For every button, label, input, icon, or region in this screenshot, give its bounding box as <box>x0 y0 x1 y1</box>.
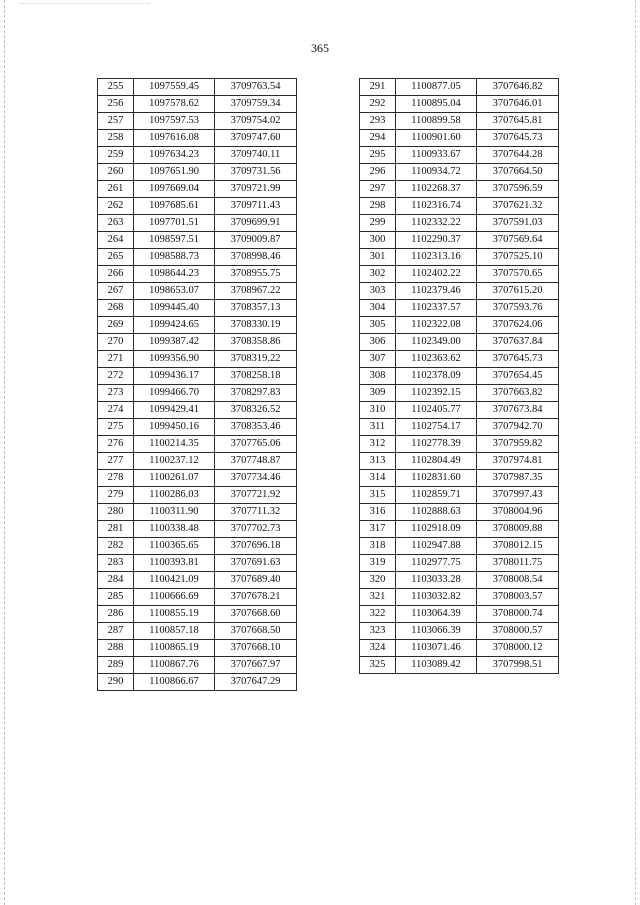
y-coordinate-cell: 3707621.32 <box>477 198 559 215</box>
table-row <box>360 538 559 555</box>
table-row <box>360 79 559 96</box>
x-coordinate-cell: 1102947.88 <box>396 538 477 555</box>
y-coordinate-cell: 3709763.54 <box>215 79 297 96</box>
y-coordinate-cell: 3708319.22 <box>215 351 297 368</box>
table-row <box>98 436 297 453</box>
y-coordinate-cell: 3707637.84 <box>477 334 559 351</box>
point-number-cell: 283 <box>98 555 134 572</box>
table-row <box>360 164 559 181</box>
point-number-cell: 286 <box>98 606 134 623</box>
point-number-cell: 258 <box>98 130 134 147</box>
x-coordinate-cell: 1100237.12 <box>134 453 215 470</box>
point-number-cell: 290 <box>98 674 134 691</box>
y-coordinate-cell: 3709740.11 <box>215 147 297 164</box>
y-coordinate-cell: 3707624.06 <box>477 317 559 334</box>
y-coordinate-cell: 3709721.99 <box>215 181 297 198</box>
table-row <box>360 198 559 215</box>
point-number-cell: 311 <box>360 419 396 436</box>
scan-edge-right <box>635 0 636 905</box>
y-coordinate-cell: 3707593.76 <box>477 300 559 317</box>
y-coordinate-cell: 3707647.29 <box>215 674 297 691</box>
table-row <box>98 572 297 589</box>
x-coordinate-cell: 1103064.39 <box>396 606 477 623</box>
point-number-cell: 324 <box>360 640 396 657</box>
y-coordinate-cell: 3707591.03 <box>477 215 559 232</box>
y-coordinate-cell: 3708012.15 <box>477 538 559 555</box>
x-coordinate-cell: 1102313.16 <box>396 249 477 266</box>
y-coordinate-cell: 3708330.19 <box>215 317 297 334</box>
coordinates-table-left <box>97 78 297 691</box>
point-number-cell: 307 <box>360 351 396 368</box>
point-number-cell: 261 <box>98 181 134 198</box>
table-row <box>98 334 297 351</box>
x-coordinate-cell: 1102888.63 <box>396 504 477 521</box>
x-coordinate-cell: 1100866.67 <box>134 674 215 691</box>
point-number-cell: 288 <box>98 640 134 657</box>
y-coordinate-cell: 3707691.63 <box>215 555 297 572</box>
y-coordinate-cell: 3708358.86 <box>215 334 297 351</box>
table-row <box>360 589 559 606</box>
y-coordinate-cell: 3709759.34 <box>215 96 297 113</box>
table-row <box>98 300 297 317</box>
point-number-cell: 289 <box>98 657 134 674</box>
y-coordinate-cell: 3708004.96 <box>477 504 559 521</box>
table-row <box>98 657 297 674</box>
point-number-cell: 310 <box>360 402 396 419</box>
y-coordinate-cell: 3708009.88 <box>477 521 559 538</box>
x-coordinate-cell: 1102778.39 <box>396 436 477 453</box>
point-number-cell: 301 <box>360 249 396 266</box>
x-coordinate-cell: 1098644.23 <box>134 266 215 283</box>
y-coordinate-cell: 3707974.81 <box>477 453 559 470</box>
x-coordinate-cell: 1099466.70 <box>134 385 215 402</box>
table-row <box>360 181 559 198</box>
point-number-cell: 323 <box>360 623 396 640</box>
point-number-cell: 318 <box>360 538 396 555</box>
x-coordinate-cell: 1102290.37 <box>396 232 477 249</box>
x-coordinate-cell: 1102804.49 <box>396 453 477 470</box>
y-coordinate-cell: 3707645.73 <box>477 130 559 147</box>
table-row <box>360 419 559 436</box>
point-number-cell: 292 <box>360 96 396 113</box>
x-coordinate-cell: 1102337.57 <box>396 300 477 317</box>
table-row <box>98 368 297 385</box>
table-row <box>360 130 559 147</box>
point-number-cell: 309 <box>360 385 396 402</box>
y-coordinate-cell: 3707668.50 <box>215 623 297 640</box>
coordinates-table-right-body <box>360 79 559 674</box>
x-coordinate-cell: 1098597.51 <box>134 232 215 249</box>
point-number-cell: 304 <box>360 300 396 317</box>
x-coordinate-cell: 1100855.19 <box>134 606 215 623</box>
x-coordinate-cell: 1100901.60 <box>396 130 477 147</box>
y-coordinate-cell: 3707998.51 <box>477 657 559 674</box>
x-coordinate-cell: 1102402.22 <box>396 266 477 283</box>
x-coordinate-cell: 1100214.35 <box>134 436 215 453</box>
table-row <box>98 606 297 623</box>
y-coordinate-cell: 3709699.91 <box>215 215 297 232</box>
y-coordinate-cell: 3709009.87 <box>215 232 297 249</box>
table-row <box>98 283 297 300</box>
point-number-cell: 325 <box>360 657 396 674</box>
y-coordinate-cell: 3707569.64 <box>477 232 559 249</box>
point-number-cell: 274 <box>98 402 134 419</box>
table-row <box>98 130 297 147</box>
point-number-cell: 317 <box>360 521 396 538</box>
point-number-cell: 271 <box>98 351 134 368</box>
point-number-cell: 313 <box>360 453 396 470</box>
point-number-cell: 270 <box>98 334 134 351</box>
x-coordinate-cell: 1102322.08 <box>396 317 477 334</box>
point-number-cell: 291 <box>360 79 396 96</box>
table-row <box>98 181 297 198</box>
x-coordinate-cell: 1103071.46 <box>396 640 477 657</box>
x-coordinate-cell: 1097616.08 <box>134 130 215 147</box>
x-coordinate-cell: 1099436.17 <box>134 368 215 385</box>
y-coordinate-cell: 3707645.81 <box>477 113 559 130</box>
y-coordinate-cell: 3707748.87 <box>215 453 297 470</box>
x-coordinate-cell: 1102918.09 <box>396 521 477 538</box>
x-coordinate-cell: 1102268.37 <box>396 181 477 198</box>
y-coordinate-cell: 3707696.18 <box>215 538 297 555</box>
point-number-cell: 269 <box>98 317 134 334</box>
point-number-cell: 293 <box>360 113 396 130</box>
table-row <box>98 674 297 691</box>
point-number-cell: 299 <box>360 215 396 232</box>
table-row <box>98 640 297 657</box>
point-number-cell: 268 <box>98 300 134 317</box>
y-coordinate-cell: 3708353.46 <box>215 419 297 436</box>
y-coordinate-cell: 3707646.01 <box>477 96 559 113</box>
x-coordinate-cell: 1100934.72 <box>396 164 477 181</box>
table-row <box>360 368 559 385</box>
table-row <box>360 402 559 419</box>
y-coordinate-cell: 3707525.10 <box>477 249 559 266</box>
table-row <box>360 504 559 521</box>
y-coordinate-cell: 3707668.10 <box>215 640 297 657</box>
x-coordinate-cell: 1103032.82 <box>396 589 477 606</box>
y-coordinate-cell: 3708008.54 <box>477 572 559 589</box>
x-coordinate-cell: 1100877.05 <box>396 79 477 96</box>
point-number-cell: 294 <box>360 130 396 147</box>
x-coordinate-cell: 1098653.07 <box>134 283 215 300</box>
x-coordinate-cell: 1097597.53 <box>134 113 215 130</box>
point-number-cell: 316 <box>360 504 396 521</box>
y-coordinate-cell: 3708003.57 <box>477 589 559 606</box>
x-coordinate-cell: 1099387.42 <box>134 334 215 351</box>
point-number-cell: 308 <box>360 368 396 385</box>
x-coordinate-cell: 1100933.67 <box>396 147 477 164</box>
point-number-cell: 303 <box>360 283 396 300</box>
y-coordinate-cell: 3707667.97 <box>215 657 297 674</box>
x-coordinate-cell: 1102349.00 <box>396 334 477 351</box>
table-row <box>360 385 559 402</box>
point-number-cell: 276 <box>98 436 134 453</box>
y-coordinate-cell: 3707644.28 <box>477 147 559 164</box>
table-row <box>98 317 297 334</box>
table-row <box>98 487 297 504</box>
table-row <box>98 164 297 181</box>
y-coordinate-cell: 3709711.43 <box>215 198 297 215</box>
table-row <box>360 113 559 130</box>
point-number-cell: 259 <box>98 147 134 164</box>
table-row <box>360 606 559 623</box>
y-coordinate-cell: 3707570.65 <box>477 266 559 283</box>
y-coordinate-cell: 3708011.75 <box>477 555 559 572</box>
y-coordinate-cell: 3707959.82 <box>477 436 559 453</box>
x-coordinate-cell: 1097578.62 <box>134 96 215 113</box>
point-number-cell: 306 <box>360 334 396 351</box>
y-coordinate-cell: 3708000.57 <box>477 623 559 640</box>
table-row <box>98 555 297 572</box>
y-coordinate-cell: 3707668.60 <box>215 606 297 623</box>
x-coordinate-cell: 1102363.62 <box>396 351 477 368</box>
y-coordinate-cell: 3708000.74 <box>477 606 559 623</box>
table-row <box>98 96 297 113</box>
x-coordinate-cell: 1100286.03 <box>134 487 215 504</box>
y-coordinate-cell: 3708357.13 <box>215 300 297 317</box>
x-coordinate-cell: 1102332.22 <box>396 215 477 232</box>
point-number-cell: 302 <box>360 266 396 283</box>
point-number-cell: 256 <box>98 96 134 113</box>
y-coordinate-cell: 3708000.12 <box>477 640 559 657</box>
table-row <box>98 215 297 232</box>
table-row <box>360 266 559 283</box>
y-coordinate-cell: 3707997.43 <box>477 487 559 504</box>
point-number-cell: 267 <box>98 283 134 300</box>
table-row <box>360 283 559 300</box>
x-coordinate-cell: 1102378.09 <box>396 368 477 385</box>
point-number-cell: 312 <box>360 436 396 453</box>
x-coordinate-cell: 1102405.77 <box>396 402 477 419</box>
y-coordinate-cell: 3709754.02 <box>215 113 297 130</box>
point-number-cell: 296 <box>360 164 396 181</box>
x-coordinate-cell: 1103033.28 <box>396 572 477 589</box>
y-coordinate-cell: 3707702.73 <box>215 521 297 538</box>
table-row <box>360 623 559 640</box>
scan-edge-top <box>20 3 150 4</box>
point-number-cell: 266 <box>98 266 134 283</box>
x-coordinate-cell: 1099450.16 <box>134 419 215 436</box>
y-coordinate-cell: 3707942.70 <box>477 419 559 436</box>
table-row <box>360 436 559 453</box>
coordinates-table-right <box>359 78 559 674</box>
y-coordinate-cell: 3708297.83 <box>215 385 297 402</box>
x-coordinate-cell: 1100261.07 <box>134 470 215 487</box>
point-number-cell: 295 <box>360 147 396 164</box>
y-coordinate-cell: 3707596.59 <box>477 181 559 198</box>
x-coordinate-cell: 1102392.15 <box>396 385 477 402</box>
y-coordinate-cell: 3707654.45 <box>477 368 559 385</box>
table-row <box>360 453 559 470</box>
point-number-cell: 275 <box>98 419 134 436</box>
x-coordinate-cell: 1102977.75 <box>396 555 477 572</box>
x-coordinate-cell: 1102831.60 <box>396 470 477 487</box>
y-coordinate-cell: 3707765.06 <box>215 436 297 453</box>
point-number-cell: 280 <box>98 504 134 521</box>
table-row <box>360 317 559 334</box>
point-number-cell: 297 <box>360 181 396 198</box>
point-number-cell: 281 <box>98 521 134 538</box>
x-coordinate-cell: 1099356.90 <box>134 351 215 368</box>
table-row <box>360 521 559 538</box>
x-coordinate-cell: 1100365.65 <box>134 538 215 555</box>
x-coordinate-cell: 1100393.81 <box>134 555 215 572</box>
x-coordinate-cell: 1102754.17 <box>396 419 477 436</box>
x-coordinate-cell: 1100421.09 <box>134 572 215 589</box>
x-coordinate-cell: 1102859.71 <box>396 487 477 504</box>
point-number-cell: 298 <box>360 198 396 215</box>
point-number-cell: 285 <box>98 589 134 606</box>
y-coordinate-cell: 3709731.56 <box>215 164 297 181</box>
y-coordinate-cell: 3707615.20 <box>477 283 559 300</box>
x-coordinate-cell: 1099424.65 <box>134 317 215 334</box>
y-coordinate-cell: 3707689.40 <box>215 572 297 589</box>
x-coordinate-cell: 1103089.42 <box>396 657 477 674</box>
table-row <box>360 232 559 249</box>
x-coordinate-cell: 1100666.69 <box>134 589 215 606</box>
x-coordinate-cell: 1097669.04 <box>134 181 215 198</box>
x-coordinate-cell: 1100857.18 <box>134 623 215 640</box>
table-row <box>98 521 297 538</box>
point-number-cell: 262 <box>98 198 134 215</box>
y-coordinate-cell: 3708258.18 <box>215 368 297 385</box>
table-row <box>360 249 559 266</box>
table-row <box>360 334 559 351</box>
point-number-cell: 321 <box>360 589 396 606</box>
table-row <box>98 623 297 640</box>
x-coordinate-cell: 1098588.73 <box>134 249 215 266</box>
y-coordinate-cell: 3707664.50 <box>477 164 559 181</box>
table-row <box>98 504 297 521</box>
y-coordinate-cell: 3707663.82 <box>477 385 559 402</box>
point-number-cell: 284 <box>98 572 134 589</box>
table-row <box>98 419 297 436</box>
point-number-cell: 265 <box>98 249 134 266</box>
y-coordinate-cell: 3709747.60 <box>215 130 297 147</box>
table-row <box>98 113 297 130</box>
y-coordinate-cell: 3708326.52 <box>215 402 297 419</box>
y-coordinate-cell: 3707711.32 <box>215 504 297 521</box>
table-row <box>360 572 559 589</box>
table-row <box>98 249 297 266</box>
table-row <box>360 657 559 674</box>
table-row <box>98 538 297 555</box>
table-row <box>98 470 297 487</box>
y-coordinate-cell: 3707673.84 <box>477 402 559 419</box>
table-row <box>360 487 559 504</box>
point-number-cell: 287 <box>98 623 134 640</box>
point-number-cell: 273 <box>98 385 134 402</box>
point-number-cell: 264 <box>98 232 134 249</box>
table-row <box>98 79 297 96</box>
table-row <box>98 402 297 419</box>
y-coordinate-cell: 3707678.21 <box>215 589 297 606</box>
page-number: 365 <box>311 41 329 55</box>
coordinates-table-left-body <box>98 79 297 691</box>
point-number-cell: 282 <box>98 538 134 555</box>
point-number-cell: 300 <box>360 232 396 249</box>
table-row <box>98 266 297 283</box>
point-number-cell: 320 <box>360 572 396 589</box>
y-coordinate-cell: 3707645.73 <box>477 351 559 368</box>
table-row <box>360 215 559 232</box>
scan-edge-left <box>4 0 5 905</box>
table-row <box>98 453 297 470</box>
x-coordinate-cell: 1097559.45 <box>134 79 215 96</box>
x-coordinate-cell: 1099445.40 <box>134 300 215 317</box>
table-row <box>360 147 559 164</box>
x-coordinate-cell: 1097685.61 <box>134 198 215 215</box>
table-row <box>360 640 559 657</box>
table-row <box>360 300 559 317</box>
point-number-cell: 260 <box>98 164 134 181</box>
point-number-cell: 255 <box>98 79 134 96</box>
x-coordinate-cell: 1100338.48 <box>134 521 215 538</box>
y-coordinate-cell: 3707721.92 <box>215 487 297 504</box>
x-coordinate-cell: 1097634.23 <box>134 147 215 164</box>
point-number-cell: 322 <box>360 606 396 623</box>
y-coordinate-cell: 3708955.75 <box>215 266 297 283</box>
x-coordinate-cell: 1100311.90 <box>134 504 215 521</box>
y-coordinate-cell: 3707646.82 <box>477 79 559 96</box>
point-number-cell: 272 <box>98 368 134 385</box>
x-coordinate-cell: 1103066.39 <box>396 623 477 640</box>
point-number-cell: 314 <box>360 470 396 487</box>
y-coordinate-cell: 3708998.46 <box>215 249 297 266</box>
x-coordinate-cell: 1099429.41 <box>134 402 215 419</box>
y-coordinate-cell: 3708967.22 <box>215 283 297 300</box>
point-number-cell: 278 <box>98 470 134 487</box>
table-row <box>98 147 297 164</box>
point-number-cell: 257 <box>98 113 134 130</box>
point-number-cell: 277 <box>98 453 134 470</box>
table-row <box>360 96 559 113</box>
x-coordinate-cell: 1100867.76 <box>134 657 215 674</box>
point-number-cell: 315 <box>360 487 396 504</box>
x-coordinate-cell: 1100899.58 <box>396 113 477 130</box>
table-row <box>98 589 297 606</box>
x-coordinate-cell: 1097651.90 <box>134 164 215 181</box>
table-row <box>360 470 559 487</box>
x-coordinate-cell: 1102379.46 <box>396 283 477 300</box>
point-number-cell: 279 <box>98 487 134 504</box>
x-coordinate-cell: 1102316.74 <box>396 198 477 215</box>
table-row <box>98 351 297 368</box>
point-number-cell: 319 <box>360 555 396 572</box>
x-coordinate-cell: 1097701.51 <box>134 215 215 232</box>
point-number-cell: 263 <box>98 215 134 232</box>
x-coordinate-cell: 1100865.19 <box>134 640 215 657</box>
point-number-cell: 305 <box>360 317 396 334</box>
y-coordinate-cell: 3707987.35 <box>477 470 559 487</box>
table-row <box>360 351 559 368</box>
x-coordinate-cell: 1100895.04 <box>396 96 477 113</box>
table-row <box>98 198 297 215</box>
table-row <box>360 555 559 572</box>
table-row <box>98 385 297 402</box>
y-coordinate-cell: 3707734.46 <box>215 470 297 487</box>
table-row <box>98 232 297 249</box>
